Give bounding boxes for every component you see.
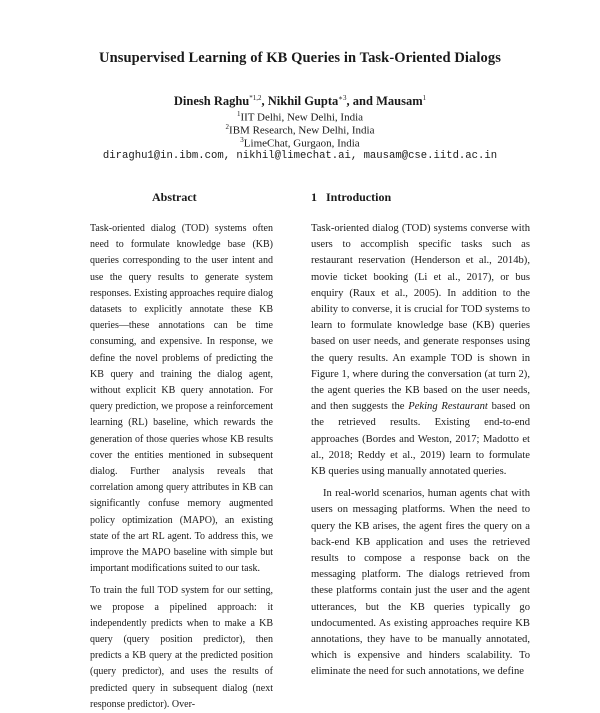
affiliation-mark: 2: [225, 123, 230, 131]
affiliation-line: [0, 136, 600, 150]
author-separator: , and: [346, 94, 377, 109]
affiliation-text: LimeChat, Gurgaon, India: [243, 137, 360, 150]
introduction-column: [311, 221, 530, 681]
author-name: Mausam: [376, 94, 423, 109]
intro-paragraph: In real-world scenarios, human agents chat with users on messaging platforms. When the need to query the KB arises, the agent fires the query on a back-end KB application and uses the retrieved results to compose a response back on the messaging platform. The dialogs retrieved from these platforms contain just the user and the agent utterances, but the KB queries typically go undocumented. As existing approaches require KB annotations, they have to be manually annotated, which is expensive and hinders scalability. To eliminate the need for such annotations, we define: [311, 488, 530, 678]
restaurant-name: Peking Restaurant: [408, 401, 488, 413]
intro-text: based on the retrieved results. Existing end-to-end approaches (Bordes and Weston, 2017; Madotto et al., 2018; Reddy et al., 2019) learn to formulate KB queries using manually annotated queries.: [311, 401, 530, 478]
affiliation-line: [0, 110, 600, 124]
affiliation-mark: 1: [236, 110, 241, 118]
abstract-heading: Abstract: [152, 190, 197, 204]
section-title: Introduction: [326, 190, 392, 204]
affiliation-line: [0, 123, 600, 137]
author-line: [0, 94, 600, 109]
affiliation-text: IIT Delhi, New Delhi, India: [240, 111, 364, 124]
abstract-paragraph: Task-oriented dialog (TOD) systems often need to formulate knowledge base (KB) queries corresponding to the user intent and use the query results to generate system responses. Existing approaches require dialog datasets to explicitly annotate these KB queries—these annotations can be time consuming, and expensive. In response, we define the novel problems of predicting the KB query and training the dialog agent, without explicit KB query annotation. For query prediction, we propose a reinforcement learning (RL) baseline, which rewards the generation of those queries whose KB results cover the entities mentioned in subsequent dialog. Further analysis reveals that correlation among query attributes in KB can significantly confuse memory augmented policy optimization (MAPO), an existing state of the art RL agent. To address this, we improve the MAPO baseline with simple but important modifications suited to our task.: [90, 223, 274, 575]
introduction-heading: [311, 190, 391, 205]
paper-title: Unsupervised Learning of KB Queries in Task-Oriented Dialogs: [99, 50, 501, 66]
abstract-paragraph: To train the full TOD system for our setting, we propose a pipelined approach: it independently predicts when to make a KB query (query position predictor), then predicts a KB query at the predicted position (query predictor), and uses the results of predicted query in subsequent dialog (next response predictor). Over-: [90, 585, 273, 710]
abstract-column: [90, 221, 273, 713]
author-name: Dinesh Raghu: [173, 94, 250, 109]
author-name: Nikhil Gupta: [267, 94, 339, 109]
author-separator: ,: [261, 94, 268, 109]
section-number: 1: [311, 190, 317, 204]
author-emails: diraghu1@in.ibm.com, nikhil@limechat.ai, mausam@cse.iitd.ac.in: [102, 150, 498, 162]
intro-text: Task-oriented dialog (TOD) systems converse with users to accomplish specific tasks such as restaurant reservation (Henderson et al., 2014b), movie ticket booking (Li et al., 2017), or bus enquiry (Raux et al., 2005). In addition to the ability to converse, it is crucial for TOD systems to learn to formulate knowledge base (KB) queries based on user needs, and generate responses using the query results. An example TOD is shown in Figure 1, where during the conversation (at turn 2), the agent queries the KB based on the user needs, and then suggests the: [311, 223, 530, 413]
affiliation-mark: 3: [240, 136, 244, 144]
affiliation-text: IBM Research, New Delhi, India: [229, 124, 375, 137]
author-mark: *1,2: [249, 94, 262, 102]
author-mark: 1: [422, 94, 427, 102]
intro-paragraph: [311, 221, 530, 480]
author-mark: ∗3: [338, 94, 347, 102]
